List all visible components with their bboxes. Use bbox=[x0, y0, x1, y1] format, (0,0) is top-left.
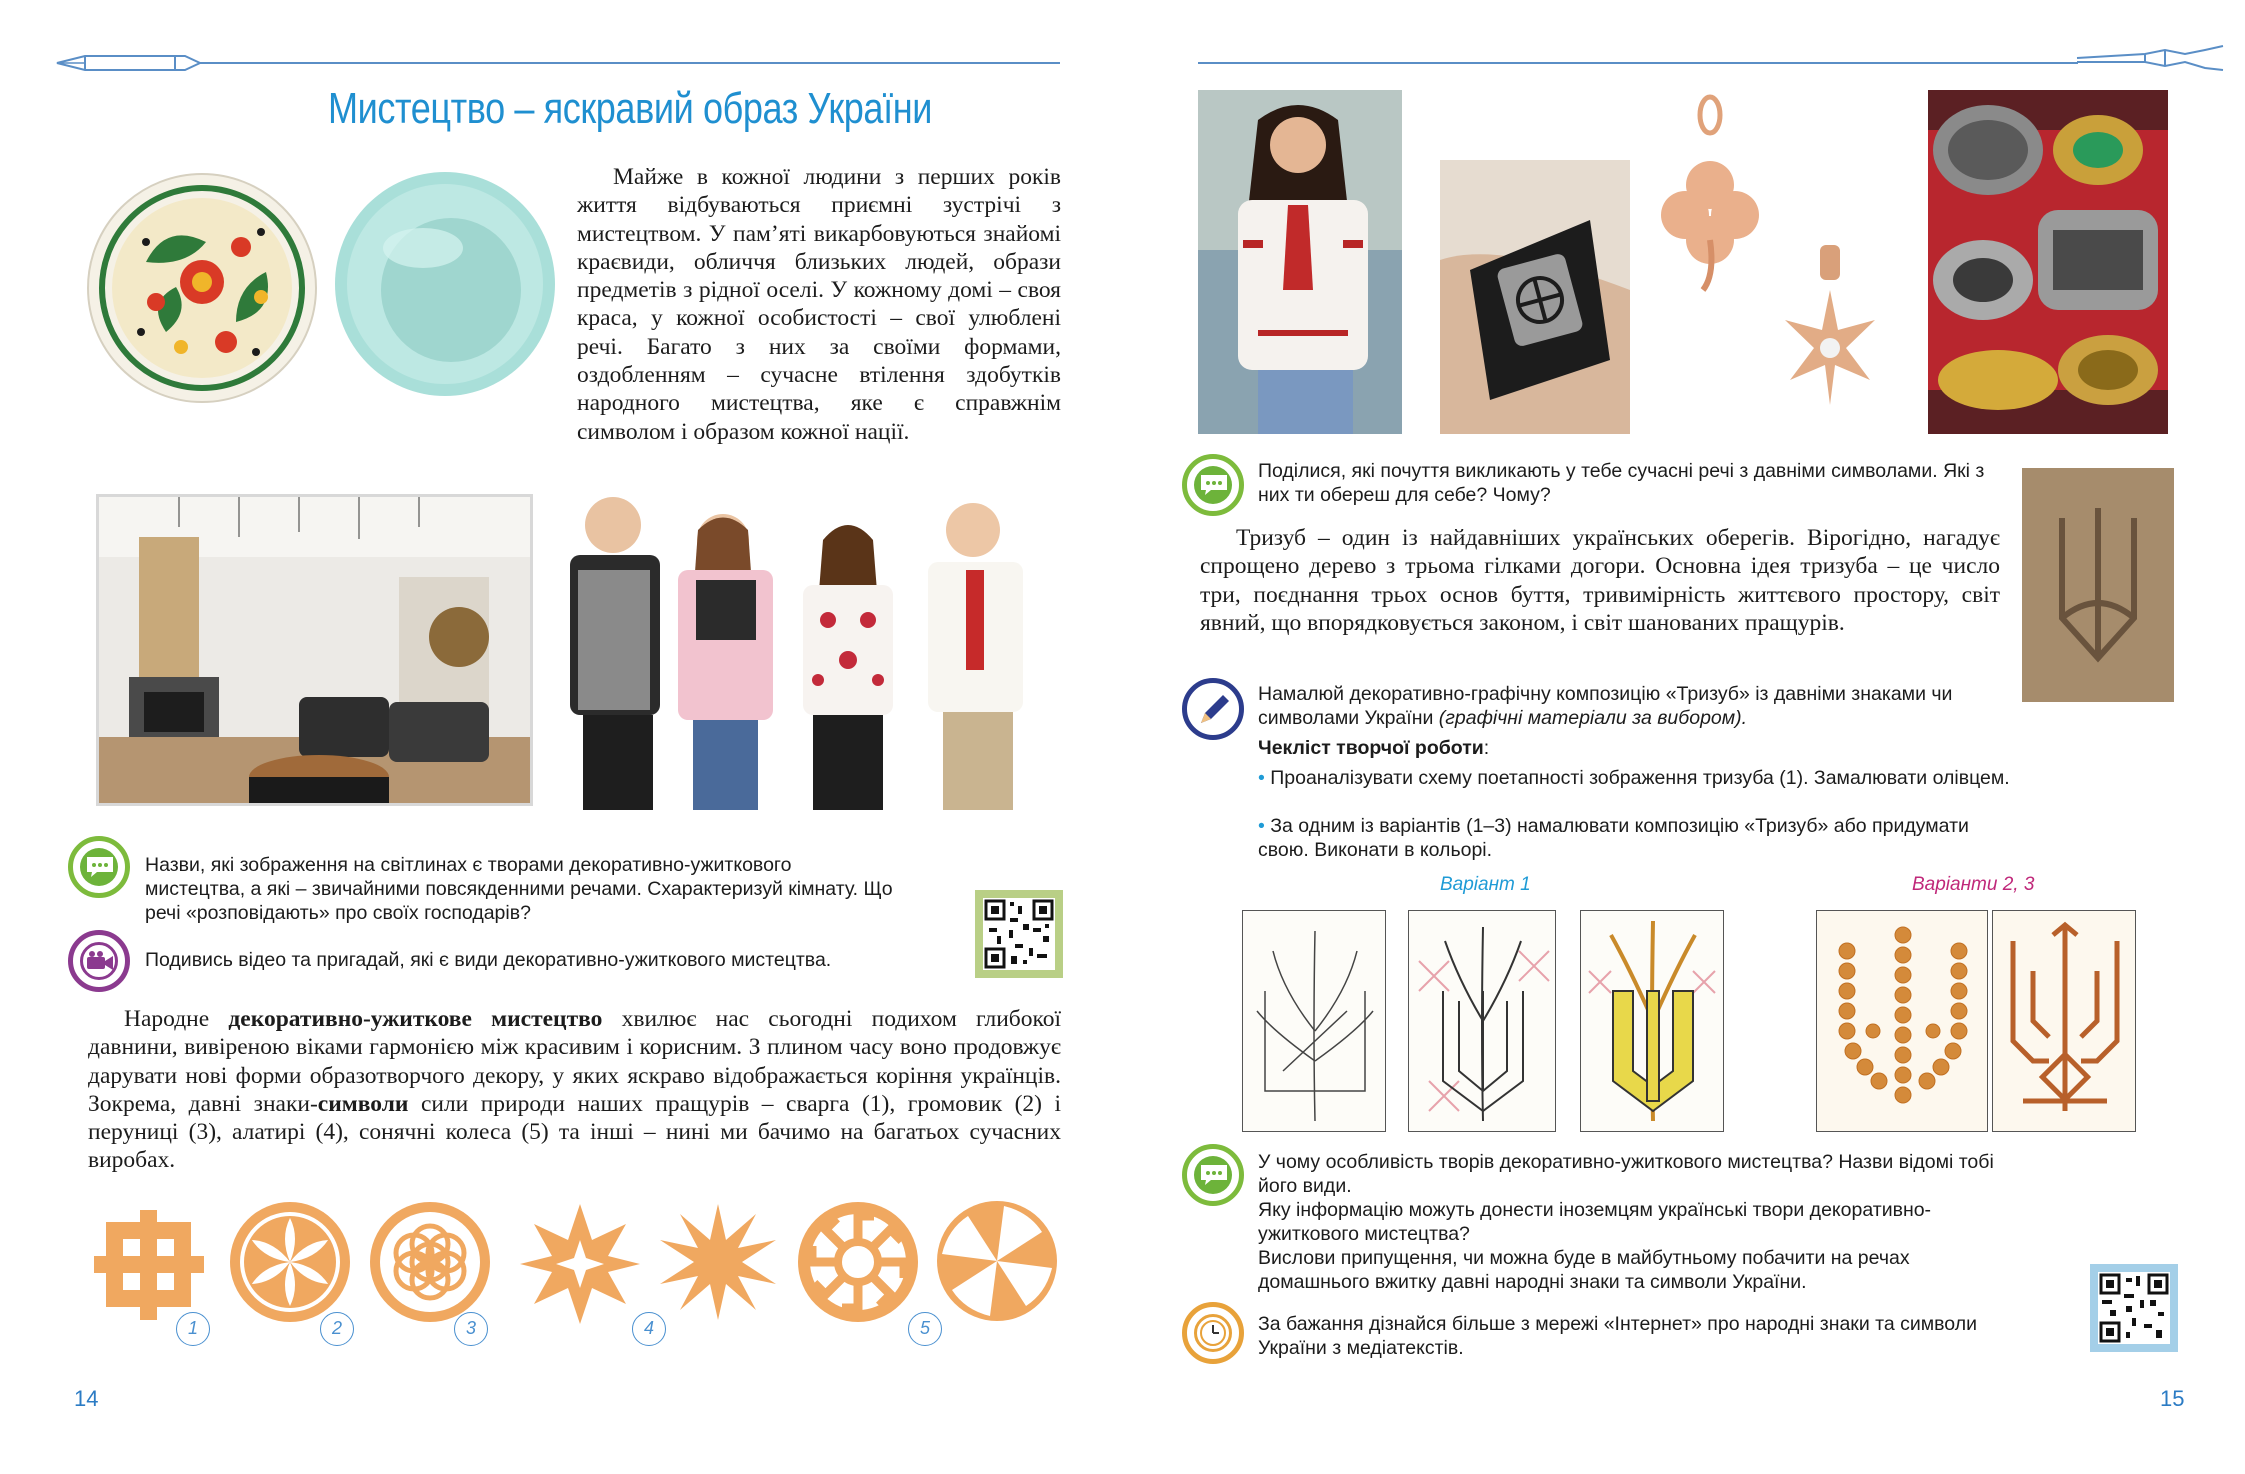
symbol-number-5: 5 bbox=[908, 1312, 942, 1346]
page-number-left: 14 bbox=[74, 1386, 99, 1411]
internet-prompt-text: За бажання дізнайся більше з мережі «Інтернет» про народні знаки та символи України з медіатекстів. bbox=[1258, 1313, 1977, 1359]
qr-code-icon[interactable] bbox=[975, 890, 1063, 978]
speech-bubble-icon bbox=[68, 836, 130, 898]
question-3-3: Вислови припущення, чи можна буде в майбутньому побачити на речах домашнього вжитку давні народні знаки та символи України. bbox=[1258, 1247, 1910, 1293]
page-title: Мистецтво – яскравий образ України bbox=[328, 84, 932, 133]
video-camera-icon bbox=[68, 930, 130, 992]
pen-icon bbox=[55, 50, 205, 76]
question-2-text: Поділися, які почуття викликають у тебе сучасні речі з давніми символами. Які з них ти обереш для себе? Чому? bbox=[1258, 460, 1985, 506]
alatyr-star-symbol-icon bbox=[516, 1200, 644, 1328]
perunytsi-symbol-icon bbox=[366, 1198, 494, 1326]
speech-bubble-icon bbox=[1182, 454, 1244, 516]
star-pendant-photo bbox=[1780, 240, 1880, 430]
trizub-ornament-variant-2 bbox=[1816, 910, 1988, 1132]
qr-code-icon[interactable] bbox=[2090, 1264, 2178, 1352]
checklist-item-1: • Проаналізувати схему поетапності зображення тризуба (1). Замалювати олівцем. bbox=[1258, 767, 2010, 789]
brush-icon bbox=[2075, 44, 2225, 74]
checklist-title: Чекліст творчої роботи: bbox=[1258, 737, 1490, 759]
pencil-icon bbox=[1182, 678, 1244, 740]
top-rule-right bbox=[1198, 62, 2078, 64]
silver-jewelry-collage-photo bbox=[1928, 90, 2168, 434]
trizub-ornament-variant-3 bbox=[1992, 910, 2136, 1132]
girl-in-vyshyvanka-photo bbox=[1198, 90, 1402, 434]
kolovrat-symbol-icon bbox=[934, 1198, 1060, 1324]
symbol-number-4: 4 bbox=[632, 1312, 666, 1346]
sun-wheel-symbol-icon bbox=[794, 1198, 922, 1326]
body-paragraph: Народне декоративно-ужиткове мистецтво хвилює нас сьогодні подихом глибокої давнини, вивіреною віками гармонією між красивим і корисним. З плином часу воно продовжує дарувати нові форми образотворчого декору, у яких яскраво відображається коріння українців. Зокрема, давні знаки-символи сили природи наших пращурів – сварга (1), громовик (2) і перуниці (3), алатирі (4), сонячні колеса (5) та інші – нині ми бачимо на багатьох сучасних виробах. bbox=[88, 1006, 1061, 1174]
trizub-sketch-step-2 bbox=[1408, 910, 1556, 1132]
questions-3-block bbox=[1258, 1150, 2010, 1294]
question-1-text: Назви, які зображення на світлинах є творами декоративно-ужиткового мистецтва, а які – звичайними повсякденними речами. Схарактеризуй кімнату. Що речі «розповідають» про своїх господарів? bbox=[145, 854, 893, 924]
question-3-1: У чому особливість творів декоративно-ужиткового мистецтва? Назви відомі тобі його види. bbox=[1258, 1151, 1994, 1197]
trizub-sketch-step-3 bbox=[1580, 910, 1724, 1132]
variant-1-label: Варіант 1 bbox=[1440, 874, 1531, 895]
turquoise-bowl-image bbox=[333, 168, 557, 400]
svarga-symbol-icon bbox=[86, 1202, 211, 1327]
clock-icon bbox=[1182, 1302, 1244, 1364]
symbol-number-3: 3 bbox=[454, 1312, 488, 1346]
ring-with-symbol-photo bbox=[1440, 160, 1630, 434]
gromovyk-symbol-icon bbox=[226, 1198, 354, 1326]
clover-pendant-photo bbox=[1655, 90, 1765, 310]
variant-2-3-label: Варіанти 2, 3 bbox=[1912, 874, 2035, 895]
task-text: Намалюй декоративно-графічну композицію «Тризуб» із давніми знаками чи символами України (графічні матеріали за вибором). bbox=[1258, 683, 1953, 729]
top-rule-left bbox=[200, 62, 1060, 64]
question-3-2: Яку інформацію можуть донести іноземцям українські твори декоративно-ужиткового мистецтва? bbox=[1258, 1199, 1932, 1245]
video-prompt-text: Подивись відео та пригадай, які є види декоративно-ужиткового мистецтва. bbox=[145, 949, 832, 971]
intro-paragraph: Майже в кожної людини з перших років життя відбуваються приємні зустрічі з мистецтвом. У пам’яті викарбовуються знайомі краєвиди, обличчя близьких людей, образи предметів з рідної оселі. У кожному домі – своя краса, у кожної особистості – свої улюблені речі. Багато з них за своїми формами, оздобленням – сучасне втілення здобутків народного мистецтва, яке є справжнім символом і образом кожної нації. bbox=[577, 164, 1061, 445]
symbol-number-2: 2 bbox=[320, 1312, 354, 1346]
interior-room-photo bbox=[96, 494, 533, 806]
checklist-item-2: • За одним із варіантів (1–3) намалювати композицію «Тризуб» або придумати свою. Виконати в кольорі. bbox=[1258, 815, 1969, 861]
speech-bubble-icon bbox=[1182, 1144, 1244, 1206]
symbol-number-1: 1 bbox=[176, 1312, 210, 1346]
painted-plate-image bbox=[86, 172, 318, 404]
page-number-right: 15 bbox=[2160, 1386, 2185, 1411]
alatyr-eight-star-symbol-icon bbox=[656, 1200, 781, 1325]
trizub-paragraph: Тризуб – один із найдавніших українських оберегів. Вірогідно, нагадує спрощено дерево з трьома гілками догори. Основна ідея тризуба – це число три, поєднання трьох основ буття, тривимірність життєвого простору, світ явний, що впорядковується законом, і світ шанованих пращурів. bbox=[1200, 525, 2000, 636]
trizub-sketch-step-1 bbox=[1242, 910, 1386, 1132]
ancient-trizub-carving-photo bbox=[2022, 468, 2174, 702]
children-in-vyshyvanka-photo bbox=[548, 490, 1058, 810]
